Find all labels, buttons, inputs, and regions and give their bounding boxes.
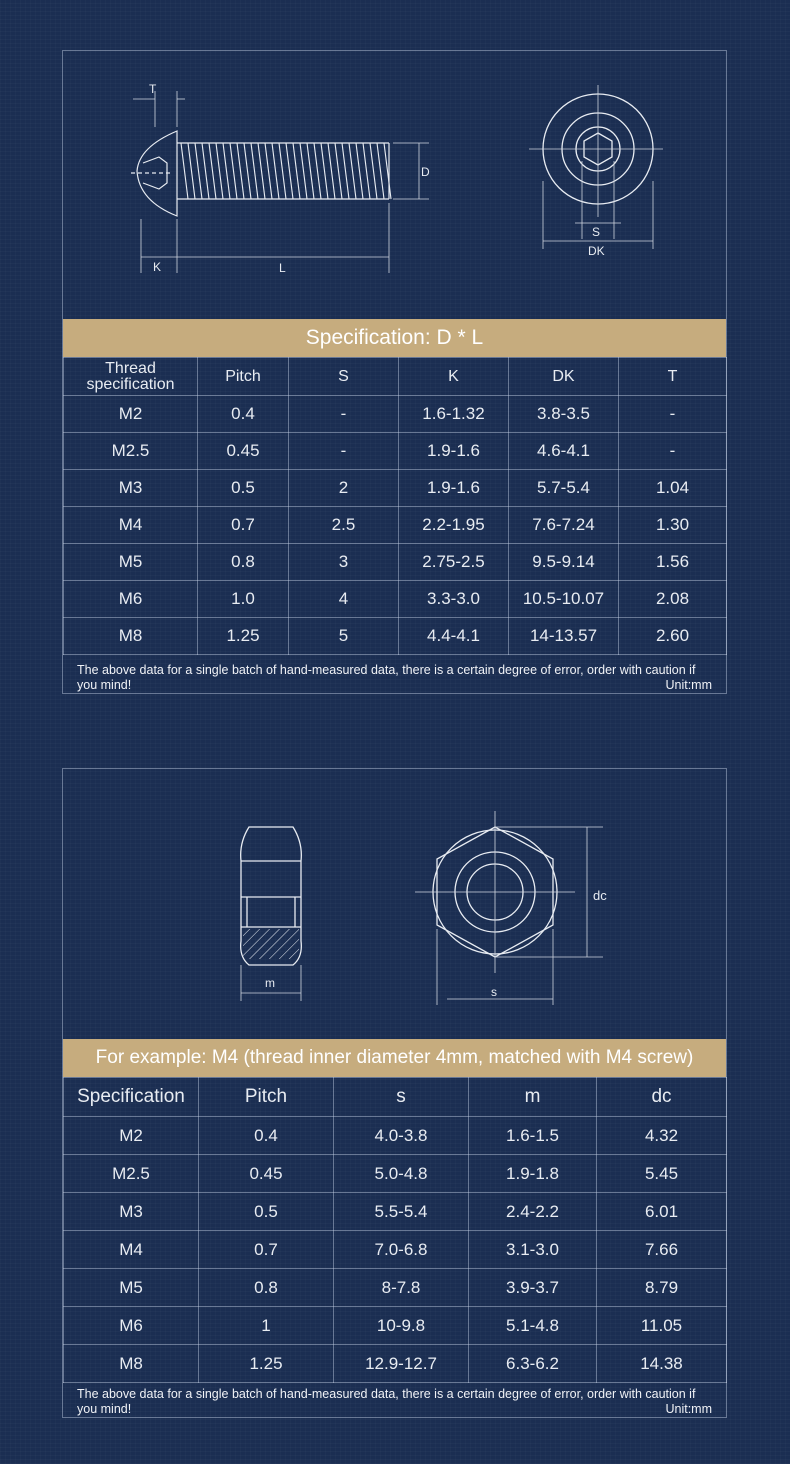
- table-cell: M5: [64, 1269, 199, 1307]
- table-cell: 0.8: [198, 544, 289, 581]
- screw-spec-table: [63, 357, 727, 655]
- header-pitch: Pitch: [198, 358, 289, 396]
- header-pitch: Pitch: [199, 1078, 334, 1117]
- table-row: [64, 507, 727, 544]
- nut-spec-banner: For example: M4 (thread inner diameter 4mm, matched with M4 screw): [63, 1039, 726, 1077]
- screw-diagram: [63, 51, 726, 319]
- table-cell: 0.45: [199, 1155, 334, 1193]
- table-cell: 4.0-3.8: [334, 1117, 469, 1155]
- label-m: m: [265, 976, 275, 990]
- table-cell: 1.9-1.6: [399, 470, 509, 507]
- table-cell: 2: [289, 470, 399, 507]
- table-cell: 0.7: [199, 1231, 334, 1269]
- table-cell: 10.5-10.07: [509, 581, 619, 618]
- table-cell: M2.5: [64, 1155, 199, 1193]
- table-cell: 3.1-3.0: [469, 1231, 597, 1269]
- table-cell: 6.3-6.2: [469, 1345, 597, 1383]
- table-cell: 7.0-6.8: [334, 1231, 469, 1269]
- table-cell: M2: [64, 396, 198, 433]
- nut-spec-panel: [62, 768, 727, 1418]
- table-cell: M2: [64, 1117, 199, 1155]
- table-cell: 3.8-3.5: [509, 396, 619, 433]
- table-cell: M3: [64, 470, 198, 507]
- table-row: [64, 618, 727, 655]
- table-cell: -: [619, 433, 727, 470]
- table-cell: M6: [64, 581, 198, 618]
- label-t: T: [149, 82, 157, 96]
- table-cell: 5: [289, 618, 399, 655]
- table-cell: M3: [64, 1193, 199, 1231]
- table-cell: 1.56: [619, 544, 727, 581]
- table-cell: 10-9.8: [334, 1307, 469, 1345]
- table-cell: 14.38: [597, 1345, 727, 1383]
- header-m: m: [469, 1078, 597, 1117]
- table-cell: 3: [289, 544, 399, 581]
- table-row: [64, 1307, 727, 1345]
- table-cell: 8-7.8: [334, 1269, 469, 1307]
- table-cell: M4: [64, 507, 198, 544]
- table-cell: 12.9-12.7: [334, 1345, 469, 1383]
- table-cell: 1.9-1.8: [469, 1155, 597, 1193]
- table-cell: 2.75-2.5: [399, 544, 509, 581]
- table-cell: 2.4-2.2: [469, 1193, 597, 1231]
- table-cell: 4.4-4.1: [399, 618, 509, 655]
- label-l: L: [279, 261, 286, 275]
- label-s-nut: s: [491, 985, 497, 999]
- table-cell: 0.8: [199, 1269, 334, 1307]
- label-dc: dc: [593, 888, 607, 903]
- table-cell: 1: [199, 1307, 334, 1345]
- table-cell: 5.45: [597, 1155, 727, 1193]
- table-cell: -: [289, 433, 399, 470]
- table-cell: 0.45: [198, 433, 289, 470]
- table-cell: 1.25: [198, 618, 289, 655]
- label-dk: DK: [588, 244, 605, 258]
- table-cell: 6.01: [597, 1193, 727, 1231]
- table-header-row: [64, 1078, 727, 1117]
- table-cell: 1.0: [198, 581, 289, 618]
- header-thread-spec: Thread specification: [64, 358, 198, 396]
- table-cell: 2.2-1.95: [399, 507, 509, 544]
- table-cell: 1.04: [619, 470, 727, 507]
- nut-note: [63, 1385, 726, 1417]
- table-cell: -: [619, 396, 727, 433]
- table-cell: M2.5: [64, 433, 198, 470]
- table-cell: 0.7: [198, 507, 289, 544]
- table-cell: 1.9-1.6: [399, 433, 509, 470]
- table-cell: M8: [64, 1345, 199, 1383]
- table-cell: 7.66: [597, 1231, 727, 1269]
- label-s: S: [592, 225, 601, 239]
- header-specification: Specification: [64, 1078, 199, 1117]
- table-row: [64, 470, 727, 507]
- table-cell: M4: [64, 1231, 199, 1269]
- table-cell: 8.79: [597, 1269, 727, 1307]
- table-cell: M8: [64, 618, 198, 655]
- table-cell: 4.32: [597, 1117, 727, 1155]
- table-cell: 2.08: [619, 581, 727, 618]
- table-row: [64, 581, 727, 618]
- unit-label: Unit:mm: [665, 678, 712, 692]
- screw-spec-panel: [62, 50, 727, 694]
- table-cell: 3.9-3.7: [469, 1269, 597, 1307]
- table-cell: 5.7-5.4: [509, 470, 619, 507]
- header-t: T: [619, 358, 727, 396]
- table-cell: 9.5-9.14: [509, 544, 619, 581]
- table-row: [64, 1193, 727, 1231]
- table-cell: 5.1-4.8: [469, 1307, 597, 1345]
- table-header-row: [64, 358, 727, 396]
- table-cell: -: [289, 396, 399, 433]
- table-row: [64, 1269, 727, 1307]
- table-cell: 5.0-4.8: [334, 1155, 469, 1193]
- table-cell: 0.4: [199, 1117, 334, 1155]
- header-dc: dc: [597, 1078, 727, 1117]
- table-cell: 4.6-4.1: [509, 433, 619, 470]
- table-cell: 1.25: [199, 1345, 334, 1383]
- table-cell: 5.5-5.4: [334, 1193, 469, 1231]
- nut-diagram: [63, 769, 726, 1037]
- table-cell: 1.30: [619, 507, 727, 544]
- header-dk: DK: [509, 358, 619, 396]
- table-cell: 2.5: [289, 507, 399, 544]
- table-cell: 7.6-7.24: [509, 507, 619, 544]
- nut-spec-table: [63, 1077, 727, 1383]
- table-row: [64, 396, 727, 433]
- table-row: [64, 1345, 727, 1383]
- screw-note: [63, 661, 726, 693]
- header-s: s: [334, 1078, 469, 1117]
- label-k: K: [153, 260, 162, 274]
- table-cell: 3.3-3.0: [399, 581, 509, 618]
- table-cell: 0.5: [198, 470, 289, 507]
- table-cell: M6: [64, 1307, 199, 1345]
- unit-label: Unit:mm: [665, 1402, 712, 1416]
- table-cell: 1.6-1.32: [399, 396, 509, 433]
- screw-spec-banner: Specification: D * L: [63, 319, 726, 357]
- table-cell: 2.60: [619, 618, 727, 655]
- table-cell: M5: [64, 544, 198, 581]
- note-text: The above data for a single batch of hand-measured data, there is a certain degree of error, order with caution if you mind!: [77, 663, 696, 692]
- table-cell: 14-13.57: [509, 618, 619, 655]
- table-cell: 11.05: [597, 1307, 727, 1345]
- header-s: S: [289, 358, 399, 396]
- header-k: K: [399, 358, 509, 396]
- table-cell: 4: [289, 581, 399, 618]
- table-cell: 0.4: [198, 396, 289, 433]
- table-row: [64, 1231, 727, 1269]
- table-cell: 1.6-1.5: [469, 1117, 597, 1155]
- label-d: D: [421, 165, 430, 179]
- table-row: [64, 1155, 727, 1193]
- table-row: [64, 1117, 727, 1155]
- note-text: The above data for a single batch of hand-measured data, there is a certain degree of error, order with caution if you mind!: [77, 1387, 696, 1416]
- table-row: [64, 544, 727, 581]
- table-cell: 0.5: [199, 1193, 334, 1231]
- table-row: [64, 433, 727, 470]
